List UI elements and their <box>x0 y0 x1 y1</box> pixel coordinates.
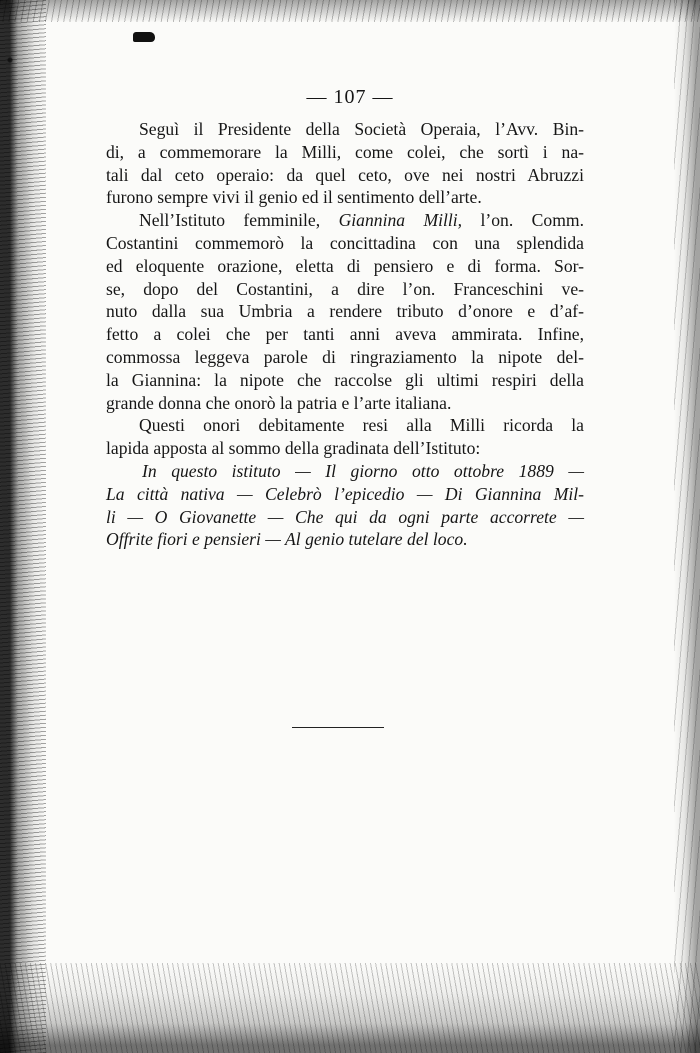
text-line: di, a commemorare la Milli, come colei, che sortì i na- <box>106 141 584 162</box>
text-line: fetto a colei che per tanti anni aveva ammirata. Infine, <box>106 324 584 345</box>
page-body <box>106 118 584 551</box>
scan-edge-top <box>0 0 700 22</box>
ink-blot <box>133 32 155 42</box>
section-divider <box>292 727 384 728</box>
text-line: commossa leggeva parole di ringraziamento la nipote del- <box>106 346 584 367</box>
italic-title: Giannina Milli, <box>338 210 463 231</box>
text-line: ed eloquente orazione, eletta di pensiero e di forma. Sor- <box>106 255 584 276</box>
scan-edge-right <box>674 0 700 1053</box>
text-line: nuto dalla sua Umbria a rendere tributo d’onore e d’af- <box>106 301 584 322</box>
paragraph-2 <box>106 209 584 414</box>
inscription-line: In questo istituto — Il giorno otto ottobre 1889 — <box>142 460 584 481</box>
text-run: l’on. Comm. <box>480 210 584 231</box>
inscription-line: Offrite fiori e pensieri — Al genio tutelare del loco. <box>106 529 468 550</box>
text-line: la Giannina: la nipote che raccolse gli ultimi respiri della <box>106 369 584 390</box>
paragraph-3 <box>106 414 584 460</box>
text-line: Costantini commemorò la concittadina con una splendida <box>106 232 584 253</box>
text-line: Questi onori debitamente resi alla Milli ricorda la <box>139 415 584 436</box>
page-number: — 107 — <box>306 86 394 108</box>
text-line: lapida apposta al sommo della gradinata dell’Istituto: <box>106 438 481 459</box>
text-line: Seguì il Presidente della Società Operaia, l’Avv. Bin- <box>139 119 584 139</box>
text-line: se, dopo del Costantini, a dire l’on. Franceschini ve- <box>106 278 584 299</box>
paragraph-1 <box>106 118 584 209</box>
text-line <box>106 209 584 232</box>
text-line: tali dal ceto operaio: da quel ceto, ove nei nostri Abruzzi <box>106 164 584 185</box>
inscription-line: li — O Giovanette — Che qui da ogni parte accorrete — <box>106 506 584 527</box>
inscription-line: La città nativa — Celebrò l’epicedio — Di Giannina Mil- <box>106 483 584 504</box>
text-line: furono sempre vivi il genio ed il sentimento dell’arte. <box>106 187 482 208</box>
text-line: grande donna che onorò la patria e l’arte italiana. <box>106 392 452 413</box>
text-run: Nell’Istituto femminile, <box>139 210 321 231</box>
scan-edge-left <box>0 0 46 1053</box>
inscription <box>106 460 584 551</box>
scan-edge-bottom <box>0 963 700 1053</box>
